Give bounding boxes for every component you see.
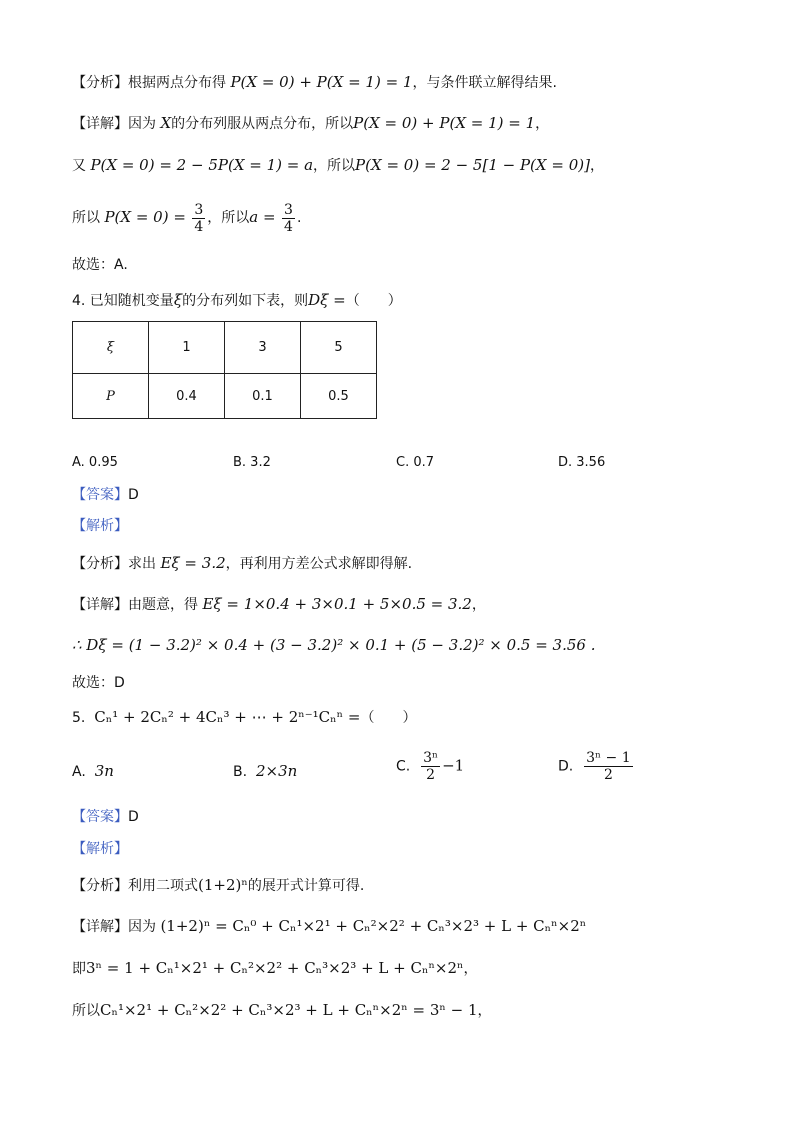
formula: Eξ = 1×0.4 + 3×0.1 + 5×0.5 = 3.2 — [202, 595, 472, 613]
formula: Cₙ¹ + 2Cₙ² + 4Cₙ³ + ⋯ + 2ⁿ⁻¹Cₙⁿ = — [94, 708, 361, 726]
q5-option-d: D. $\frac{\text{3ⁿ − 1}}{2}$ — [558, 750, 631, 783]
option-c: C. 0.7 — [396, 455, 435, 470]
fraction: $\frac{3}{4}$ — [284, 201, 293, 235]
q3-answer: 故选：A. — [72, 257, 128, 273]
xiangjie-label: 【详解】 — [72, 116, 128, 132]
q5-option-b: B. 2×3n — [233, 762, 298, 780]
q3-line4: 所以 P(X = 0) = $\frac{3}{4}$ ，所以a = $\frac{3}{4}$ . — [72, 201, 302, 235]
formula: P(X = 0) = 2 − 5P(X = 1) = a — [90, 156, 314, 174]
formula: 3ⁿ = 1 + Cₙ¹×2¹ + Cₙ²×2² + Cₙ³×2³ + L + Cₙⁿ×2ⁿ — [86, 959, 464, 977]
fenxi-label: 【分析】 — [72, 75, 128, 91]
q5-option-c: C. $\frac{\text{3ⁿ}}{2}$ −1 — [396, 750, 465, 783]
formula: P(X = 0) = 2 − 5[1 − P(X = 0)] — [355, 156, 590, 174]
formula: P(X = 0) + P(X = 1) = 1 — [353, 114, 536, 132]
q5-xiangjie-line: 【详解】因为 (1+2)ⁿ = Cₙ⁰ + Cₙ¹×2¹ + Cₙ²×2² + Cₙ³×2³ + L + Cₙⁿ×2ⁿ — [72, 917, 587, 935]
fraction: $\frac{\text{3ⁿ − 1}}{2}$ — [586, 750, 631, 783]
q5-option-a: A. 3n — [72, 762, 114, 780]
option-b: B. 3.2 — [233, 455, 271, 470]
option-d: D. 3.56 — [558, 455, 606, 470]
q4-fenxi-line: 【分析】求出 Eξ = 3.2，再利用方差公式求解即得解. — [72, 554, 413, 572]
fraction: $\frac{3}{4}$ — [194, 201, 204, 235]
q4-answer: 【答案】D — [72, 487, 139, 503]
formula: Eξ = 3.2 — [160, 554, 226, 572]
table-cell: 5 — [301, 322, 377, 374]
q5-answer: 【答案】D — [72, 809, 139, 825]
q5-line2: 即3ⁿ = 1 + Cₙ¹×2¹ + Cₙ²×2² + Cₙ³×2³ + L + Cₙⁿ×2ⁿ， — [72, 959, 478, 977]
distribution-table — [72, 321, 377, 419]
q3-line3: 又 P(X = 0) = 2 − 5P(X = 1) = a，所以P(X = 0) = 2 − 5[1 − P(X = 0)]， — [72, 156, 604, 174]
table-row — [73, 374, 377, 419]
q5-line3: 所以Cₙ¹×2¹ + Cₙ²×2² + Cₙ³×2³ + L + Cₙⁿ×2ⁿ = 3ⁿ − 1， — [72, 1001, 492, 1019]
jiexi-label: 【解析】 — [72, 841, 128, 857]
formula: Cₙ¹×2¹ + Cₙ²×2² + Cₙ³×2³ + L + Cₙⁿ×2ⁿ = 3ⁿ − 1 — [100, 1001, 478, 1019]
table-row — [73, 322, 377, 374]
q5-stem: 5. Cₙ¹ + 2Cₙ² + 4Cₙ³ + ⋯ + 2ⁿ⁻¹Cₙⁿ =（ ） — [72, 708, 417, 726]
variance-formula: ∴ Dξ = (1 − 3.2)² × 0.4 + (3 − 3.2)² × 0.1 + (5 − 3.2)² × 0.5 = 3.56 . — [72, 636, 596, 654]
q5-fenxi-line: 【分析】利用二项式(1+2)ⁿ的展开式计算可得. — [72, 876, 365, 894]
table-cell: ξ — [73, 322, 149, 374]
answer-label: 【答案】 — [72, 487, 128, 503]
table-cell: P — [73, 374, 149, 419]
formula: P(X = 0) + P(X = 1) = 1 — [230, 73, 413, 91]
q3-xiangjie-line: 【详解】因为 X的分布列服从两点分布，所以P(X = 0) + P(X = 1) = 1， — [72, 114, 550, 132]
answer-label: 【答案】 — [72, 809, 128, 825]
table-cell: 1 — [149, 322, 225, 374]
q3-fenxi-line: 【分析】根据两点分布得 P(X = 0) + P(X = 1) = 1，与条件联立解得结果. — [72, 73, 557, 91]
q4-stem: 4. 已知随机变量ξ的分布列如下表，则Dξ =（ ） — [72, 291, 402, 309]
table-cell: 0.4 — [149, 374, 225, 419]
formula: (1+2)ⁿ — [198, 876, 248, 894]
option-a: A. 0.95 — [72, 455, 118, 470]
q4-xiangjie-line: 【详解】由题意，得 Eξ = 1×0.4 + 3×0.1 + 5×0.5 = 3.2， — [72, 595, 486, 613]
formula: (1+2)ⁿ = Cₙ⁰ + Cₙ¹×2¹ + Cₙ²×2² + Cₙ³×2³ + L + Cₙⁿ×2ⁿ — [160, 917, 587, 935]
fraction: $\frac{\text{3ⁿ}}{2}$ — [423, 750, 439, 783]
jiexi-label: 【解析】 — [72, 518, 128, 534]
table-cell: 3 — [225, 322, 301, 374]
table-cell: 0.1 — [225, 374, 301, 419]
q4-final: 故选：D — [72, 675, 125, 691]
table-cell: 0.5 — [301, 374, 377, 419]
